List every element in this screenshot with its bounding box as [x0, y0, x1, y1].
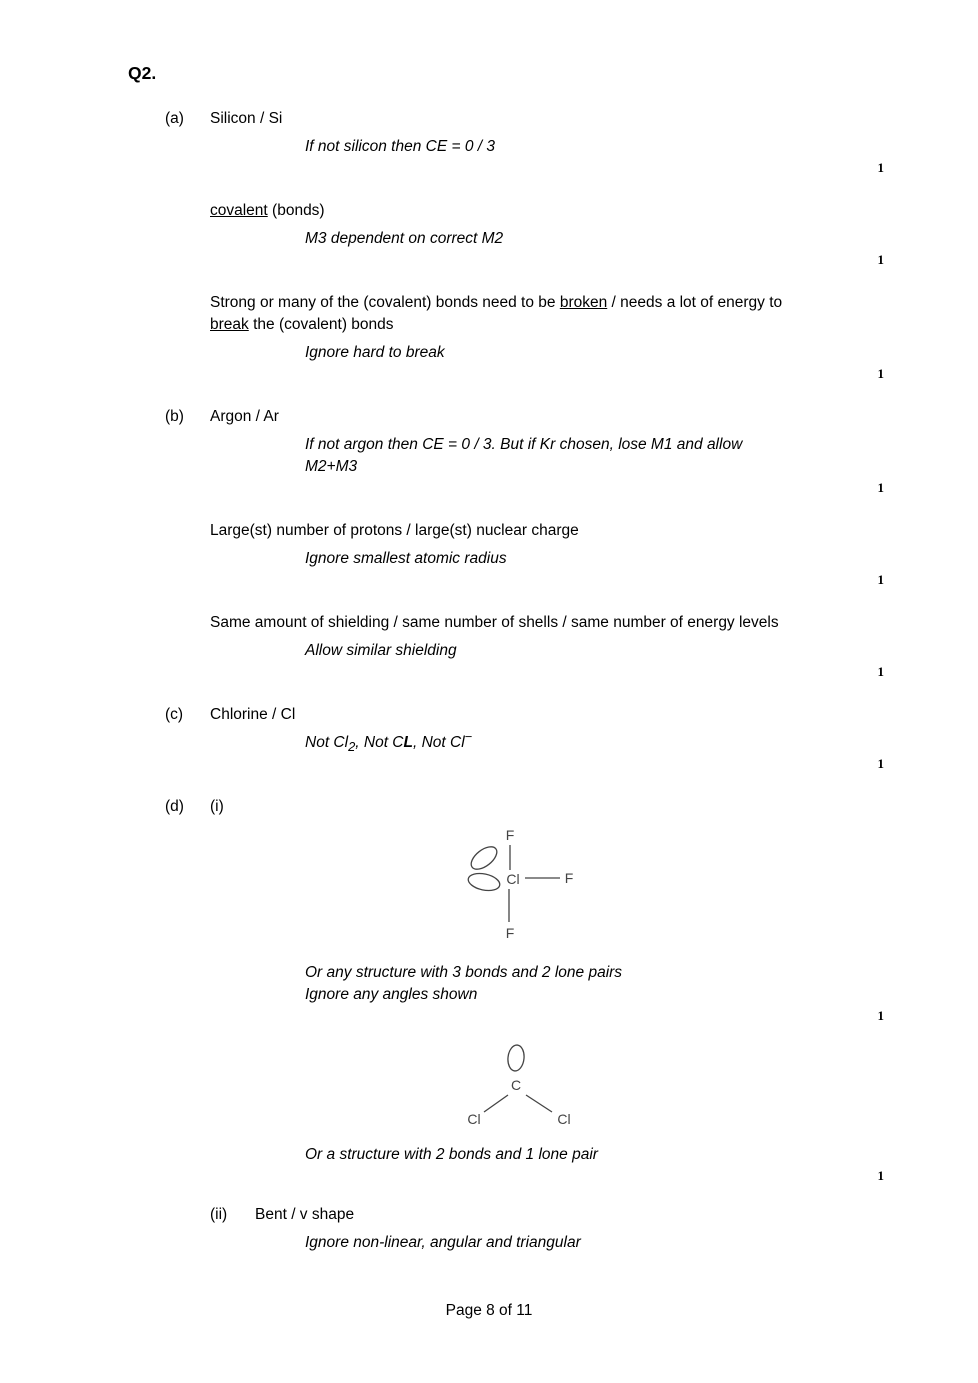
- mark-value: 1: [877, 664, 884, 679]
- part-b-label: (b): [165, 408, 184, 425]
- part-d: [165, 772, 978, 1254]
- answer-segment: the (covalent) bonds: [248, 316, 394, 333]
- mark-value: 1: [877, 160, 884, 175]
- atom-label-f-bottom: F: [505, 925, 515, 941]
- examiner-comment: [305, 728, 785, 755]
- atom-label-cl-left: Cl: [467, 1111, 481, 1127]
- mark-value: 1: [877, 252, 884, 267]
- subpart-d-i: [210, 796, 978, 1184]
- bold-term: L: [403, 734, 413, 751]
- examiner-comment: M3 dependent on correct M2: [305, 230, 504, 247]
- examiner-comment: Or a structure with 2 bonds and 1 lone pair: [305, 1146, 598, 1163]
- underlined-term: covalent: [210, 202, 268, 219]
- answer-text: Chlorine / Cl: [210, 706, 296, 723]
- mark-row: [255, 1168, 978, 1184]
- atom-label-f-right: F: [564, 870, 574, 886]
- comment-segment: , Not C: [355, 734, 404, 751]
- subpart-d-ii: [210, 1204, 978, 1254]
- examiner-comment: Or any structure with 3 bonds and 2 lone pairs: [305, 964, 623, 981]
- lone-pair-ellipse: [467, 842, 500, 873]
- ccl2-structure-svg: [448, 1038, 618, 1138]
- answer-text: Silicon / Si: [210, 110, 283, 127]
- part-c: [165, 680, 978, 772]
- comment-segment: Not Cl: [305, 734, 349, 751]
- part-b-body: [210, 382, 978, 680]
- answer-text: Large(st) number of protons / large(st) nuclear charge: [210, 522, 579, 539]
- subpart-i-label: (i): [210, 798, 224, 815]
- answer-text: Bent / v shape: [255, 1206, 355, 1223]
- page-footer: Page 8 of 11: [445, 1302, 533, 1319]
- atom-label-cl-center: Cl: [506, 871, 520, 887]
- question-number: Q2.: [128, 63, 157, 83]
- bond-line: [484, 1095, 508, 1112]
- part-d-body: [210, 772, 978, 1254]
- ccl2-structure-diagram: [448, 1038, 978, 1138]
- mark-row: [210, 480, 978, 496]
- answer-text: Argon / Ar: [210, 408, 279, 425]
- subpart-i-body: [255, 796, 978, 1184]
- atom-label-c-center: C: [510, 1077, 522, 1093]
- part-c-label: (c): [165, 706, 184, 723]
- answer-text: Same amount of shielding / same number of shells / same number of energy levels: [210, 614, 779, 631]
- answer-segment: / needs a lot of energy to: [607, 294, 783, 311]
- mark-row: [255, 1008, 978, 1024]
- subpart-ii-body: [255, 1204, 978, 1254]
- part-a-body: [210, 84, 978, 382]
- examiner-comment: Ignore non-linear, angular and triangular: [305, 1234, 581, 1251]
- superscript: −: [464, 728, 473, 744]
- bond-line: [526, 1095, 552, 1112]
- mark-value: 1: [877, 480, 884, 495]
- mark-value: 1: [877, 366, 884, 381]
- lone-pair-ellipse: [507, 1044, 526, 1072]
- underlined-term: broken: [559, 294, 608, 311]
- mark-value: 1: [877, 1168, 884, 1183]
- lone-pair-ellipse: [467, 871, 502, 893]
- answer-segment: Strong or many of the (covalent) bonds need to be: [210, 294, 560, 311]
- clf3-structure-diagram: [448, 824, 978, 956]
- underlined-term: break: [210, 316, 249, 333]
- part-d-label: (d): [165, 798, 184, 815]
- mark-row: [210, 252, 978, 268]
- examiner-comment: Ignore hard to break: [305, 344, 445, 361]
- part-b: [165, 382, 978, 680]
- atom-label-f-top: F: [505, 827, 515, 843]
- part-a-label: (a): [165, 110, 184, 127]
- answer-text: [210, 200, 790, 222]
- subpart-ii-label: (ii): [210, 1206, 228, 1223]
- mark-row: [210, 756, 978, 772]
- mark-value: 1: [877, 756, 884, 771]
- part-a: [165, 84, 978, 382]
- answer-text: [210, 292, 790, 336]
- mark-row: [210, 160, 978, 176]
- answer-text-rest: (bonds): [267, 202, 325, 219]
- examiner-comment: If not silicon then CE = 0 / 3: [305, 138, 495, 155]
- examiner-comment: Allow similar shielding: [305, 642, 457, 659]
- clf3-structure-svg: [448, 824, 618, 956]
- examiner-comment: Ignore smallest atomic radius: [305, 550, 507, 567]
- examiner-comment: Ignore any angles shown: [305, 986, 478, 1003]
- part-c-body: [210, 680, 978, 772]
- mark-row: [210, 366, 978, 382]
- mark-value: 1: [877, 1008, 884, 1023]
- atom-label-cl-right: Cl: [557, 1111, 571, 1127]
- subscript: 2: [348, 739, 356, 755]
- mark-value: 1: [877, 572, 884, 587]
- mark-row: [210, 664, 978, 680]
- comment-segment: , Not Cl: [412, 734, 465, 751]
- mark-row: [210, 572, 978, 588]
- examiner-comment: If not argon then CE = 0 / 3. But if Kr chosen, lose M1 and allow M2+M3: [305, 436, 743, 475]
